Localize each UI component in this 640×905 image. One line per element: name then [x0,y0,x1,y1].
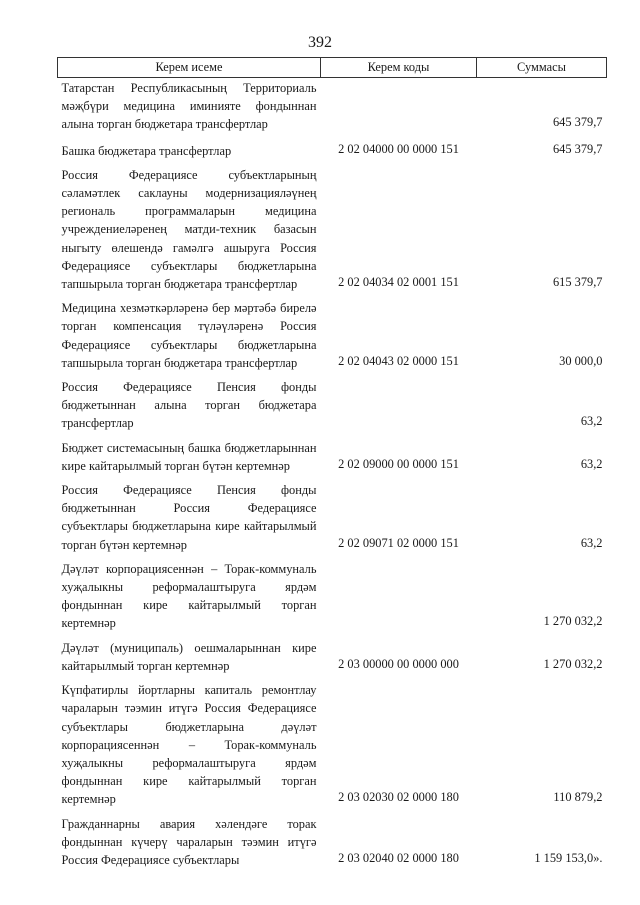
table-row [58,675,607,808]
amount-cell: 1 270 032,2 [543,614,603,629]
table-row [58,433,607,475]
page-number: 392 [308,34,332,51]
amount-cell: 1 159 153,0». [534,850,603,865]
revenue-name-cell: Дәүләт (муниципаль) оешмаларыннан кире кайтарылмый торган кертемнәр [61,640,317,673]
revenue-code-cell: 2 02 09071 02 0000 151 [338,535,459,550]
revenue-code-cell: 2 02 04043 02 0000 151 [338,353,459,368]
revenue-name-cell: Башка бюджетара трансфертлар [61,143,232,158]
revenue-name-cell: Гражданнарны авария хәлендәге торак фондыннан күчерү чараларын тәэмин итүгә Россия Федерациясе субъектлары [61,816,317,867]
revenue-code-cell: 2 03 02030 02 0000 180 [338,790,459,805]
table-row [58,293,607,372]
table-row [58,134,607,160]
table-row [58,372,607,433]
revenue-code-cell: 2 02 09000 00 0000 151 [338,456,459,471]
revenue-code-cell: 2 02 04034 02 0001 151 [338,275,459,290]
revenue-name-cell: Россия Федерациясе Пенсия фонды бюджетыннан Россия Федерациясе субъектлары бюджетларына кире кайтарылмый торган бүтән кертемнәр [61,483,317,552]
header-amount: Суммасы [477,58,607,78]
table-row [58,475,607,554]
revenue-code-cell [321,78,477,134]
table-row [58,809,607,870]
revenue-table [57,57,607,869]
amount-cell: 615 379,7 [552,275,603,290]
amount-cell: 30 000,0 [559,353,603,368]
table-row [58,633,607,675]
revenue-code-cell: 2 02 04000 00 0000 151 [338,141,459,156]
revenue-code-cell: 2 03 00000 00 0000 000 [338,656,459,671]
table-row [58,78,607,134]
table-row [58,160,607,293]
table-row [58,554,607,633]
revenue-name-cell: Россия Федерациясе субъектларының сәламәтлек саклауны модернизацияләүнең региональ программаларын медицина учреждениеләренең матди-техник базасын ныгыту өлешендә гамәлгә ашыруга Россия Федерациясе субъектлары бюджетларына тапшырыла торган бюджетара трансфертлар [61,167,317,292]
table-body [58,78,607,870]
table-header [58,58,607,78]
revenue-name-cell: Татарстан Республикасының Территориаль мәҗбүри медицина иминияте фондыннан алына торган бюджетара трансфертлар [61,81,317,132]
amount-cell: 645 379,7 [552,141,603,156]
revenue-code-cell: 2 03 02040 02 0000 180 [338,850,459,865]
revenue-name-cell: Медицина хезмәткәрләренә бер мәртәбә бирелә торган компенсация түләүләренә Россия Федерациясе субъектлары бюджетларына тапшырыла торган бюджетара трансфертлар [61,301,317,370]
amount-cell: 63,2 [580,535,603,550]
amount-cell: 645 379,7 [552,115,603,130]
revenue-name-cell: Күпфатирлы йортларны капиталь ремонтлау чараларын тәэмин итүгә Россия Федерациясе субъектлары бюджетларына дәүләт корпорациясеннән – Торак-коммуналь хуҗалыкны реформалаштыруга ярдәм фондыннан кире кайтарылмый торган кертемнәр [61,683,317,807]
amount-cell: 63,2 [580,456,603,471]
header-revenue-name: Керем исеме [58,58,321,78]
amount-cell: 63,2 [580,414,603,429]
revenue-name-cell: Дәүләт корпорациясеннән – Торак-коммуналь хуҗалыкны реформалаштыруга ярдәм фондыннан кире кайтарылмый торган кертемнәр [61,561,317,631]
revenue-name-cell: Бюджет системасының башка бюджетларыннан кире кайтарылмый торган бүтән кертемнәр [61,440,317,473]
header-revenue-code: Керем коды [321,58,477,78]
amount-cell: 110 879,2 [553,790,603,805]
revenue-code-cell [321,372,477,433]
amount-cell: 1 270 032,2 [543,656,603,671]
revenue-name-cell: Россия Федерациясе Пенсия фонды бюджетыннан алына торган бюджетара трансфертлар [61,380,317,431]
revenue-code-cell [321,554,477,633]
